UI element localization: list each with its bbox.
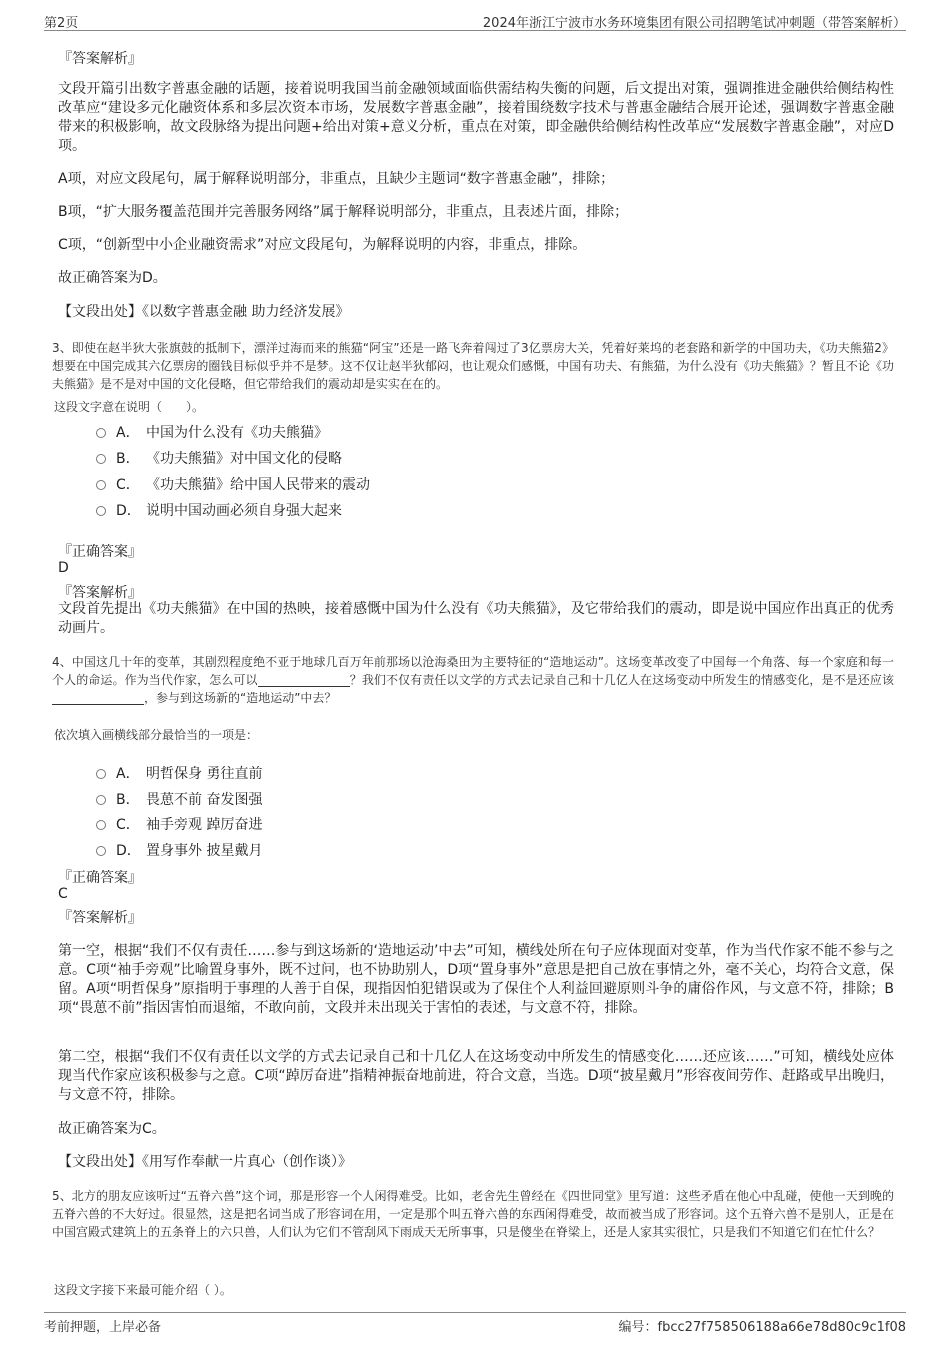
q3-option-a[interactable]: A． 中国为什么没有《功夫熊猫》 <box>96 422 328 442</box>
q2-analysis-label: 『答案解析』 <box>58 51 142 67</box>
q2-option-b-explain: B项，“扩大服务覆盖范围并完善服务网络”属于解释说明部分，非重点，且表述片面，排除； <box>58 204 629 220</box>
q4-answer-label: 『正确答案』 <box>58 870 142 886</box>
q3-option-c[interactable]: C． 《功夫熊猫》给中国人民带来的震动 <box>96 474 370 494</box>
q4-analysis-label: 『答案解析』 <box>58 910 142 926</box>
q3-answer: D <box>58 560 69 576</box>
radio-button-icon[interactable] <box>96 820 106 830</box>
radio-button-icon[interactable] <box>96 454 106 464</box>
q3-prompt: 这段文字意在说明（ ）。 <box>54 400 205 414</box>
q3-option-d[interactable]: D． 说明中国动画必须自身强大起来 <box>96 500 342 520</box>
q4-option-c[interactable]: C． 袖手旁观 踔厉奋进 <box>96 814 262 834</box>
q4-option-d[interactable]: D． 置身事外 披星戴月 <box>96 840 262 860</box>
document-title: 2024年浙江宁波市水务环境集团有限公司招聘笔试冲刺题（带答案解析） <box>482 16 906 31</box>
q2-option-a-explain: A项，对应文段尾句，属于解释说明部分，非重点，且缺少主题词“数字普惠金融”，排除； <box>58 171 615 187</box>
q3-option-b[interactable]: B． 《功夫熊猫》对中国文化的侵略 <box>96 448 342 468</box>
q4-answer: C <box>58 886 68 902</box>
q2-analysis-text: 文段开篇引出数字普惠金融的话题，接着说明我国当前金融领域面临供需结构失衡的问题，后文提出对策，强调推进金融供给侧结构性改革应“建设多元化融资体系和多层次资本市场，发展数字普惠金融”，接着围绕数字技术与普惠金融结合展开论述，强调数字普惠金融带来的积极影响，故文段脉络为提出问题+给出对策+意义分析，重点在对策，即金融供给侧结构性改革应“发展数字普惠金融”，对应D项。 <box>58 81 894 154</box>
q3-analysis-text: 文段首先提出《功夫熊猫》在中国的热映，接着感慨中国为什么没有《功夫熊猫》，及它带给我们的震动，即是说中国应作出真正的优秀动画片。 <box>58 601 894 636</box>
q5-stem: 5、北方的朋友应该听过“五脊六兽”这个词，那是形容一个人闲得难受。比如，老舍先生曾经在《四世同堂》里写道：这些矛盾在他心中乱碰，使他一天到晚的五脊六兽的不大好过。很显然，这是把名词当成了形容词在用，一定是那个叫五脊六兽的东西闲得难受，故而被当成了形容词。这个五脊六兽不是别人，正是在中国宫殿式建筑上的五条脊上的六只兽，人们认为它们不管刮风下雨成天无所事事，只是傻坐在脊梁上，还是人家其实很忙，只是我们不知道它们在忙什么？ <box>52 1189 894 1239</box>
page-header <box>44 8 906 31</box>
q4-stem: 4、中国这几十年的变革，其剧烈程度绝不亚于地球几百万年前那场以沧海桑田为主要特征的“造地运动”。这场变革改变了中国每一个角落、每一个家庭和每一个人的命运。作为当代作家，怎么可以 ？我们不仅有责任以文学的方式去记录自己和十几亿人在这场变动中所发生的情感变化，是不是还应该，参与到这场新的“造地运动”中去？ <box>52 655 894 705</box>
radio-button-icon[interactable] <box>96 428 106 438</box>
q2-option-c-explain: C项，“创新型中小企业融资需求”对应文段尾句，为解释说明的内容，非重点，排除。 <box>58 237 587 253</box>
q4-analysis-para2: 第二空，根据“我们不仅有责任以文学的方式去记录自己和十几亿人在这场变动中所发生的情感变化……还应该……”可知，横线处应体现当代作家应该积极参与之意。C项“踔厉奋进”指精神振奋地前进，符合文意，当选。D项“披星戴月”形容夜间劳作、赶路或早出晚归，与文意不符，排除。 <box>58 1049 894 1103</box>
page-number: 第2页 <box>44 16 79 31</box>
q4-option-a[interactable]: A． 明哲保身 勇往直前 <box>96 763 262 783</box>
q4-source: 【文段出处】《用写作奉献一片真心（创作谈）》 <box>58 1154 352 1170</box>
blank-2 <box>52 691 144 705</box>
q3-analysis-label: 『答案解析』 <box>58 585 142 601</box>
q5-prompt: 这段文字接下来最可能介绍（ ）。 <box>54 1283 232 1297</box>
radio-button-icon[interactable] <box>96 480 106 490</box>
radio-button-icon[interactable] <box>96 769 106 779</box>
page-footer <box>44 1312 906 1335</box>
q4-prompt: 依次填入画横线部分最恰当的一项是： <box>54 728 259 742</box>
radio-button-icon[interactable] <box>96 795 106 805</box>
q4-analysis-para1: 第一空，根据“我们不仅有责任……参与到这场新的‘造地运动’中去”可知，横线处所在句子应体现面对变革，作为当代作家不能不参与之意。C项“袖手旁观”比喻置身事外，既不过问，也不协助别人，D项“置身事外”意思是把自己放在事情之外，毫不关心，均符合文意，保留。A项“明哲保身”原指明于事理的人善于自保，现指因怕犯错误或为了保住个人利益回避原则斗争的庸俗作风，与文意不符，排除；B项“畏葸不前”指因害怕而退缩，不敢向前，文段并未出现关于害怕的表述，与文意不符，排除。 <box>58 943 894 1016</box>
blank-1 <box>258 673 350 687</box>
radio-button-icon[interactable] <box>96 506 106 516</box>
q3-stem: 3、即使在赵半狄大张旗鼓的抵制下，漂洋过海而来的熊猫“阿宝”还是一路飞奔着闯过了3亿票房大关，凭着好莱坞的老套路和新学的中国功夫，《功夫熊猫2》想要在中国完成其六亿票房的圈钱目标似乎并不是梦。这不仅让赵半狄郁闷，也让观众们感慨，中国有功夫、有熊猫，为什么没有《功夫熊猫》？暂且不论《功夫熊猫》是不是对中国的文化侵略，但它带给我们的震动却是实实在在的。 <box>52 341 894 391</box>
q2-conclusion: 故正确答案为D。 <box>58 270 167 286</box>
document-code: 编号：fbcc27f758506188a66e78d80c9c1f08 <box>618 1320 906 1335</box>
q3-answer-label: 『正确答案』 <box>58 544 142 560</box>
q2-source: 【文段出处】《以数字普惠金融 助力经济发展》 <box>58 304 350 320</box>
q4-conclusion: 故正确答案为C。 <box>58 1121 166 1137</box>
footer-slogan: 考前押题，上岸必备 <box>44 1320 162 1335</box>
radio-button-icon[interactable] <box>96 846 106 856</box>
q4-option-b[interactable]: B． 畏葸不前 奋发图强 <box>96 789 262 809</box>
